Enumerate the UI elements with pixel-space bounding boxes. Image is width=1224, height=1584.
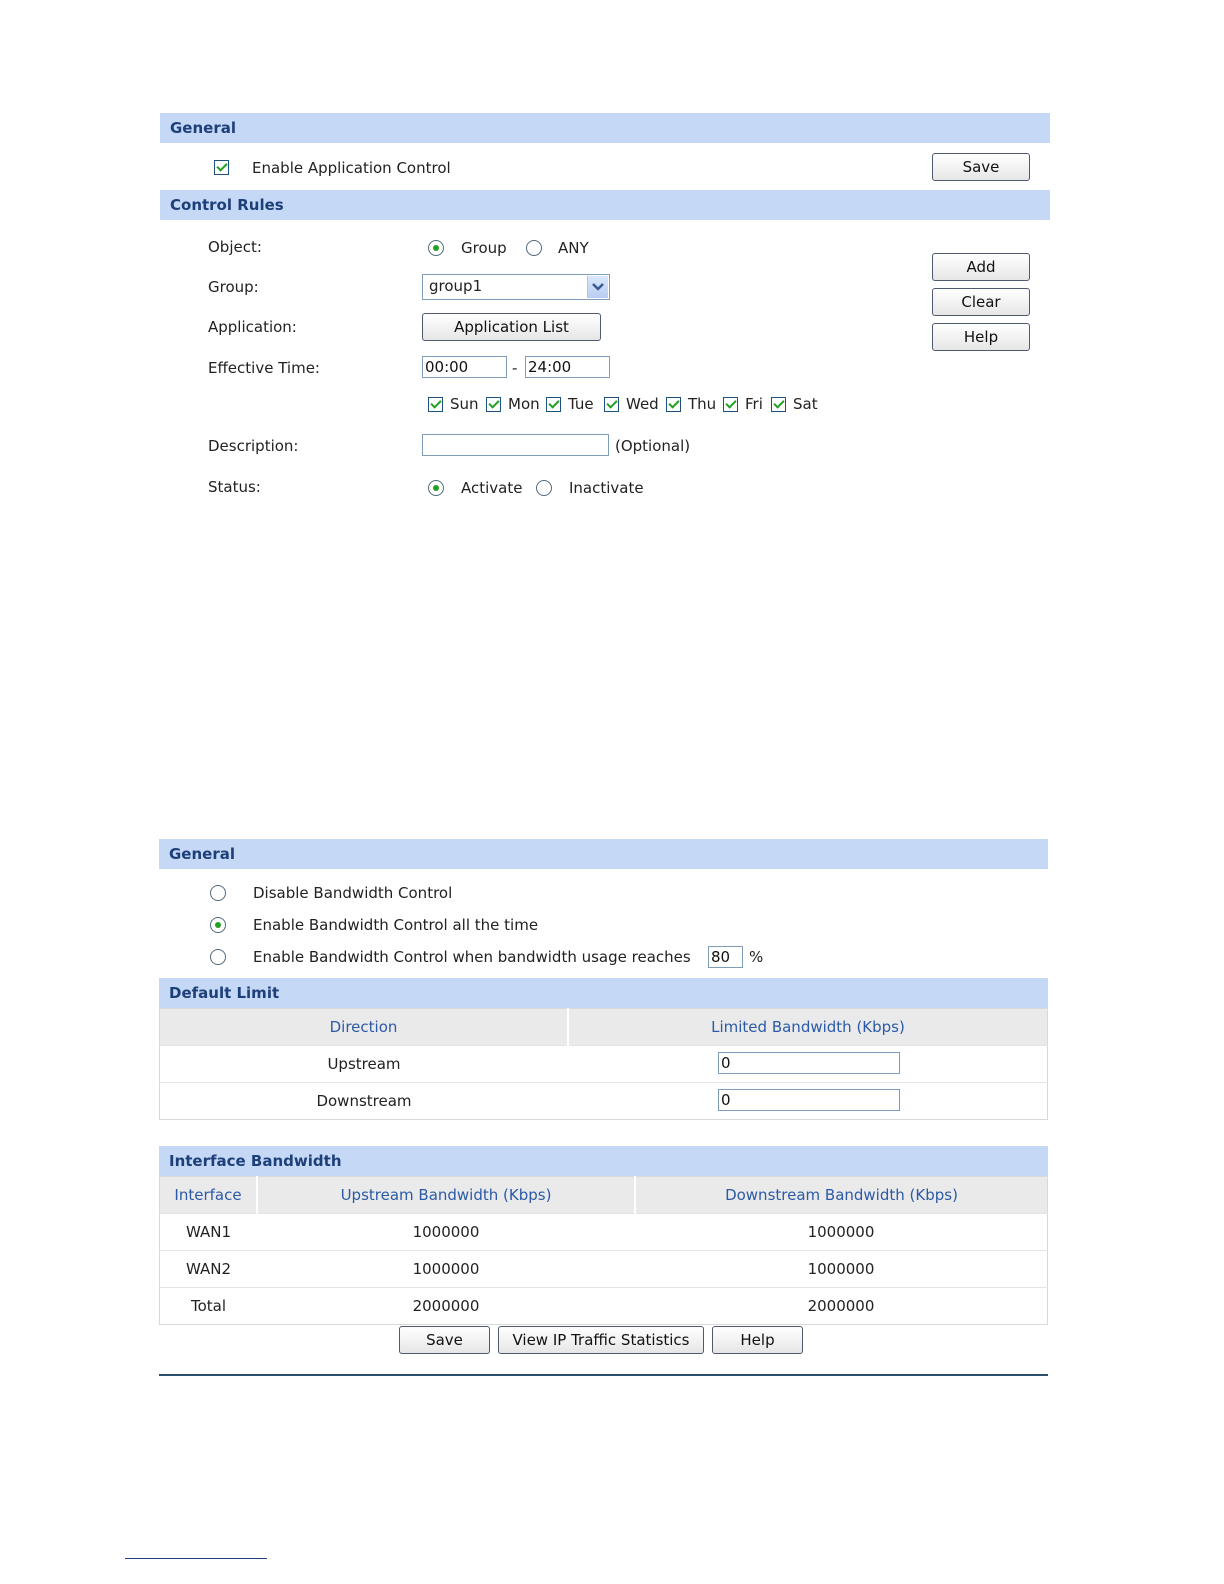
object-group-radio[interactable] [428, 240, 444, 256]
day-tue-label: Tue [568, 395, 594, 413]
status-inactivate-label: Inactivate [569, 479, 644, 497]
day-wed-checkbox[interactable] [604, 397, 619, 412]
upstream-cell: 1000000 [257, 1214, 635, 1251]
chevron-down-icon[interactable] [587, 276, 608, 298]
time-end-input[interactable] [525, 356, 610, 378]
table-row [160, 1083, 1048, 1120]
object-any-label: ANY [558, 239, 589, 257]
effective-time-label: Effective Time: [208, 359, 320, 377]
upstream-limit-input[interactable] [718, 1052, 900, 1074]
interface-bandwidth-table [159, 1176, 1048, 1325]
interface-cell: Total [160, 1288, 258, 1325]
default-limit-table [159, 1008, 1048, 1120]
downstream-cell: 1000000 [635, 1214, 1048, 1251]
direction-cell: Downstream [160, 1083, 569, 1120]
object-group-label: Group [461, 239, 507, 257]
upstream-cell: 2000000 [257, 1288, 635, 1325]
general-header: General [160, 113, 1050, 143]
table-header-row [160, 1009, 1048, 1046]
downstream-cell: 1000000 [635, 1251, 1048, 1288]
day-mon-checkbox[interactable] [486, 397, 501, 412]
day-fri-label: Fri [745, 395, 763, 413]
day-wed-label: Wed [626, 395, 659, 413]
day-sat-label: Sat [793, 395, 818, 413]
column-header: Interface [160, 1177, 258, 1214]
day-sun-label: Sun [450, 395, 479, 413]
day-thu-label: Thu [688, 395, 717, 413]
add-button[interactable]: Add [932, 253, 1030, 281]
status-activate-radio[interactable] [428, 480, 444, 496]
page-footnote-rule [125, 1558, 267, 1559]
enable-app-control-label: Enable Application Control [252, 159, 451, 177]
bandwidth-save-button[interactable]: Save [399, 1326, 490, 1354]
time-start-input[interactable] [422, 356, 507, 378]
view-ip-traffic-statistics-button[interactable]: View IP Traffic Statistics [498, 1326, 704, 1354]
limit-cell [568, 1046, 1048, 1083]
application-list-button[interactable]: Application List [422, 313, 601, 341]
description-label: Description: [208, 437, 299, 455]
object-any-radio[interactable] [526, 240, 542, 256]
save-button[interactable]: Save [932, 153, 1030, 181]
day-mon-label: Mon [508, 395, 540, 413]
footer-divider [159, 1374, 1048, 1376]
enable-usage-radio[interactable] [210, 949, 226, 965]
column-header: Direction [160, 1009, 569, 1046]
app-control-panel [160, 113, 1050, 513]
bandwidth-panel [159, 839, 1048, 1379]
day-thu-checkbox[interactable] [666, 397, 681, 412]
status-activate-label: Activate [461, 479, 523, 497]
direction-cell: Upstream [160, 1046, 569, 1083]
group-select[interactable] [422, 274, 610, 300]
bandwidth-general-header: General [159, 839, 1048, 869]
table-header-row [160, 1177, 1048, 1214]
group-select-value: group1 [429, 277, 483, 295]
default-limit-header: Default Limit [159, 978, 1048, 1008]
table-row [160, 1214, 1048, 1251]
description-hint: (Optional) [615, 437, 691, 455]
table-row [160, 1046, 1048, 1083]
bandwidth-help-button[interactable]: Help [712, 1326, 803, 1354]
usage-threshold-input[interactable] [708, 946, 743, 968]
table-row [160, 1288, 1048, 1325]
day-tue-checkbox[interactable] [546, 397, 561, 412]
column-header: Limited Bandwidth (Kbps) [568, 1009, 1048, 1046]
status-inactivate-radio[interactable] [536, 480, 552, 496]
clear-button[interactable]: Clear [932, 288, 1030, 316]
usage-unit: % [749, 948, 764, 966]
enable-all-time-radio[interactable] [210, 917, 226, 933]
column-header: Downstream Bandwidth (Kbps) [635, 1177, 1048, 1214]
status-label: Status: [208, 478, 261, 496]
downstream-cell: 2000000 [635, 1288, 1048, 1325]
disable-bandwidth-label: Disable Bandwidth Control [253, 884, 453, 902]
object-label: Object: [208, 238, 262, 256]
description-input[interactable] [422, 434, 609, 456]
downstream-limit-input[interactable] [718, 1089, 900, 1111]
upstream-cell: 1000000 [257, 1251, 635, 1288]
group-label: Group: [208, 278, 259, 296]
help-button[interactable]: Help [932, 323, 1030, 351]
column-header: Upstream Bandwidth (Kbps) [257, 1177, 635, 1214]
interface-cell: WAN2 [160, 1251, 258, 1288]
time-separator: - [512, 359, 518, 377]
enable-app-control-checkbox[interactable] [214, 160, 229, 175]
day-fri-checkbox[interactable] [723, 397, 738, 412]
enable-all-time-label: Enable Bandwidth Control all the time [253, 916, 539, 934]
interface-bandwidth-header: Interface Bandwidth [159, 1146, 1048, 1176]
day-sat-checkbox[interactable] [771, 397, 786, 412]
control-rules-header: Control Rules [160, 190, 1050, 220]
enable-usage-label: Enable Bandwidth Control when bandwidth usage reaches [253, 948, 691, 966]
application-label: Application: [208, 318, 297, 336]
interface-cell: WAN1 [160, 1214, 258, 1251]
day-sun-checkbox[interactable] [428, 397, 443, 412]
limit-cell [568, 1083, 1048, 1120]
table-row [160, 1251, 1048, 1288]
disable-bandwidth-radio[interactable] [210, 885, 226, 901]
